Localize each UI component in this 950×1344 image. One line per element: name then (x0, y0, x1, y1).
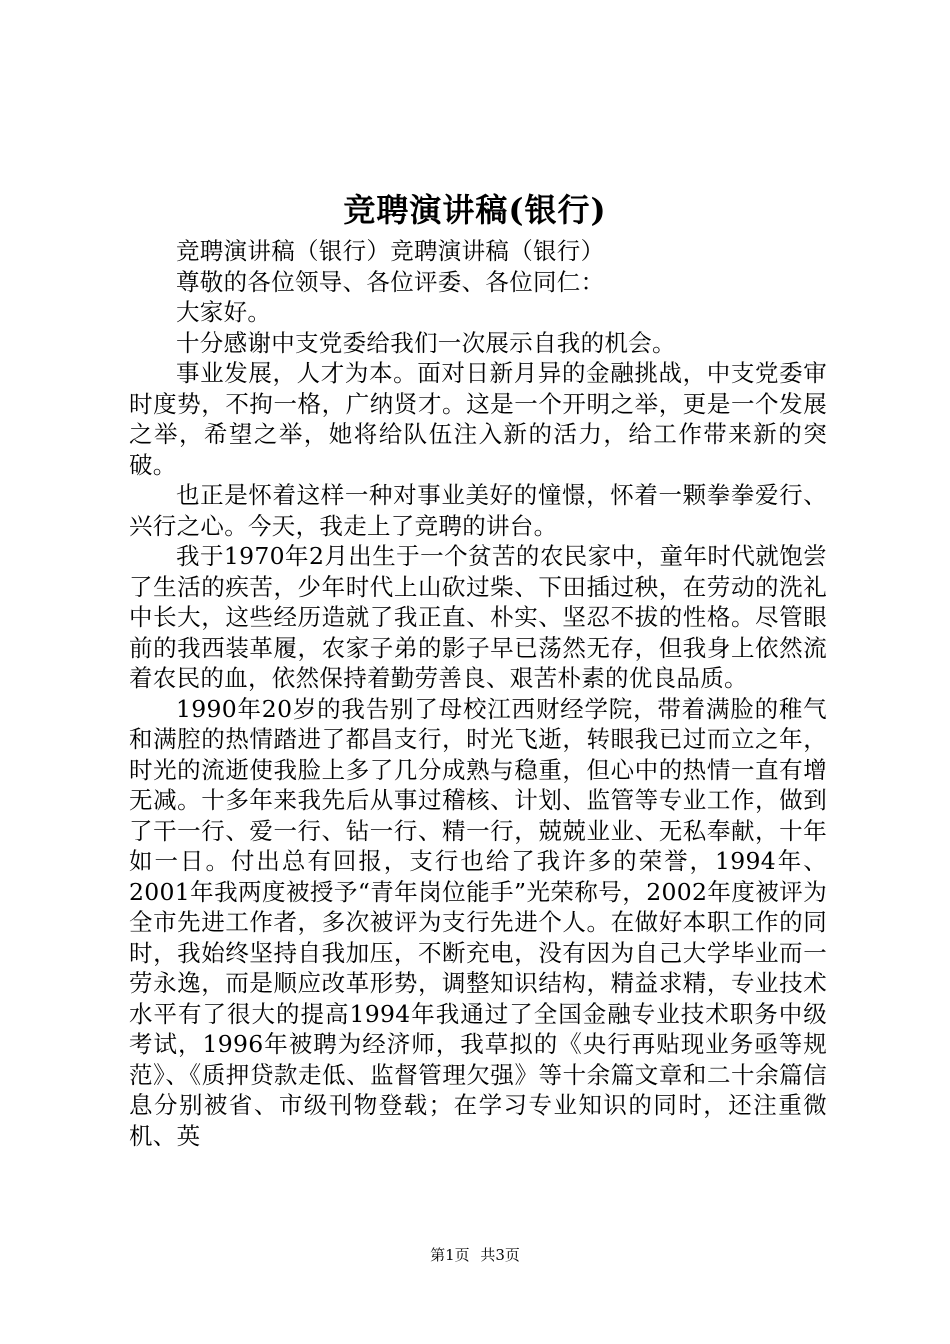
page-number: 第1页 (430, 1246, 470, 1264)
page-footer (0, 1245, 950, 1265)
paragraph-background: 我于1970年2月出生于一个贫苦的农民家中，童年时代就饱尝了生活的疾苦，少年时代上山砍过柴、下田插过秧，在劳动的洗礼中长大，这些经历造就了我正直、朴实、坚忍不拔的性格。尽管眼前的我西装革履，农家子弟的影子早已荡然无存，但我身上依然流着农民的血，依然保持着勤劳善良、艰苦朴素的优良品质。 (129, 542, 827, 692)
paragraph-thanks: 十分感谢中支党委给我们一次展示自我的机会。 (176, 328, 676, 357)
paragraph-salutation: 尊敬的各位领导、各位评委、各位同仁： (176, 267, 605, 296)
paragraph-development: 事业发展，人才为本。面对日新月异的金融挑战，中支党委审时度势，不拘一格，广纳贤才。这是一个开明之举，更是一个发展之举，希望之举，她将给队伍注入新的活力，给工作带来新的突破。 (129, 359, 827, 479)
page-title: 竞聘演讲稿(银行) (343, 191, 607, 229)
paragraph-greeting: 大家好。 (176, 298, 272, 326)
paragraph-heading-repeat: 竞聘演讲稿（银行）竞聘演讲稿（银行） (176, 237, 605, 265)
document-body (129, 236, 827, 1151)
page-total: 共3页 (480, 1246, 520, 1264)
paragraph-aspiration: 也正是怀着这样一种对事业美好的憧憬，怀着一颗拳拳爱行、兴行之心。今天，我走上了竞聘的讲台。 (129, 481, 827, 540)
paragraph-career: 1990年20岁的我告别了母校江西财经学院，带着满脸的稚气和满腔的热情踏进了都昌支行，时光飞逝，转眼我已过而立之年，时光的流逝使我脸上多了几分成熟与稳重，但心中的热情一直有增无减。十多年来我先后从事过稽核、计划、监管等专业工作，做到了干一行、爱一行、钻一行、精一行，兢兢业业、无私奉献，十年如一日。付出总有回报，支行也给了我许多的荣誉，1994年、2001年我两度被授予“青年岗位能手”光荣称号，2002年度被评为全市先进工作者，多次被评为支行先进个人。在做好本职工作的同时，我始终坚持自我加压，不断充电，没有因为自己大学毕业而一劳永逸，而是顺应改革形势，调整知识结构，精益求精，专业技术水平有了很大的提高1994年我通过了全国金融专业技术职务中级考试，1996年被聘为经济师，我草拟的《央行再贴现业务亟等规范》、《质押贷款走低、监督管理欠强》等十余篇文章和二十余篇信息分别被省、市级刊物登载；在学习专业知识的同时，还注重微机、英 (129, 694, 827, 1150)
